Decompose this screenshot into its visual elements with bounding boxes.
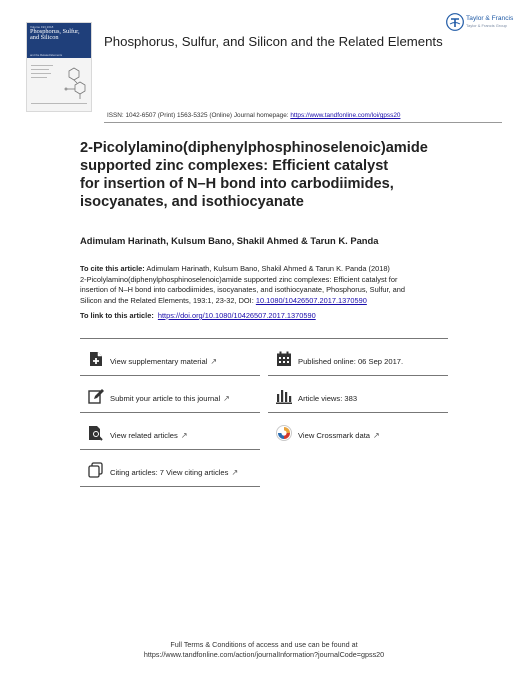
issn-text: ISSN: 1042-6507 (Print) 1563-5325 (Online) Journal homepage: xyxy=(107,112,289,119)
external-link-icon: ↗ xyxy=(180,431,188,440)
cover-text-line xyxy=(31,65,53,66)
footer xyxy=(0,640,528,660)
article-views-label: Article views: 383 xyxy=(298,394,358,403)
action-label xyxy=(110,357,217,366)
external-link-icon: ↗ xyxy=(231,468,239,477)
action-label xyxy=(298,431,380,440)
doi-link[interactable]: 10.1080/10426507.2017.1370590 xyxy=(255,295,367,305)
citation-line xyxy=(80,296,460,307)
cover-text-line xyxy=(31,103,87,104)
crossmark-label: View Crossmark data xyxy=(298,431,371,440)
publisher-logo[interactable] xyxy=(446,13,516,33)
external-link-icon: ↗ xyxy=(223,394,230,403)
header-divider xyxy=(104,122,502,123)
citation-line: insertion of N–H bond into carbodiimides, isocyanates, and isothiocyanate, Phosphorus, Sulfur, and xyxy=(80,285,405,295)
journal-cover-image[interactable] xyxy=(26,22,92,112)
link-to-article xyxy=(80,311,316,320)
footer-terms-link[interactable]: https://www.tandfonline.com/action/journalInformation?journalCode=gpss20 xyxy=(143,650,385,659)
citing-articles-link[interactable] xyxy=(80,450,260,487)
citation-block xyxy=(80,264,460,306)
related-articles-label: View related articles xyxy=(110,431,178,440)
citing-articles-label: Citing articles: 7 View citing articles xyxy=(110,468,229,477)
cover-volume-text: Volume 193 2018 xyxy=(30,25,54,29)
bar-chart-icon xyxy=(276,388,292,404)
citation-line xyxy=(80,264,460,275)
citation-text: Adimulam Harinath, Kulsum Bano, Shakil Ahmed & Tarun K. Panda (2018) xyxy=(146,264,390,273)
published-online-info xyxy=(268,339,448,376)
article-title xyxy=(80,139,460,211)
related-articles-link[interactable] xyxy=(80,413,260,450)
supplementary-document-icon xyxy=(88,351,104,367)
external-link-icon: ↗ xyxy=(373,431,380,440)
citation-text: Silicon and the Related Elements, 193:1, 23-32, DOI: xyxy=(80,295,254,305)
footer-terms-text: Full Terms & Conditions of access and use can be found at xyxy=(170,640,358,649)
article-title-line: for insertion of N–H bond into carbodiimides, xyxy=(80,176,394,192)
related-articles-search-icon xyxy=(88,425,104,441)
article-authors: Adimulam Harinath, Kulsum Bano, Shakil Ahmed & Tarun K. Panda xyxy=(80,235,379,246)
article-views-info xyxy=(268,376,448,413)
submit-edit-icon xyxy=(88,388,104,404)
journal-name: Phosphorus, Sulfur, and Silicon and the Related Elements xyxy=(104,34,443,49)
cover-text-line xyxy=(31,69,49,70)
action-label xyxy=(110,394,230,403)
cover-text-line xyxy=(31,73,51,74)
action-label xyxy=(110,431,188,440)
submit-article-label: Submit your article to this journal xyxy=(110,394,221,403)
crossmark-link[interactable] xyxy=(268,413,448,450)
citation-label: To cite this article: xyxy=(80,264,145,273)
taylor-francis-logo-icon xyxy=(446,13,464,31)
article-title-line: supported zinc complexes: Efficient catalyst xyxy=(80,158,389,174)
submit-article-link[interactable] xyxy=(80,376,260,413)
cover-text-line xyxy=(31,77,47,78)
article-doi-link[interactable]: https://doi.org/10.1080/10426507.2017.1370590 xyxy=(157,311,316,320)
citation-line: 2-Picolylamino(diphenylphosphinoselenoic)amide supported zinc complexes: Efficient catalyst for xyxy=(80,274,398,284)
cover-title: Phosphorus, Sulfur, and Silicon xyxy=(30,28,80,42)
publisher-name: Taylor & Francis xyxy=(466,15,514,22)
supplementary-material-label: View supplementary material xyxy=(110,357,208,366)
cover-subtitle: and the Related Elements xyxy=(30,53,63,57)
external-link-icon: ↗ xyxy=(210,357,218,366)
issn-line xyxy=(107,112,400,119)
crossmark-icon xyxy=(276,425,292,441)
article-title-line: isocyanates, and isothiocyanate xyxy=(80,194,304,210)
cell-divider xyxy=(80,486,260,487)
molecule-illustration-icon xyxy=(63,67,89,101)
citing-articles-icon xyxy=(88,462,104,478)
link-to-label: To link to this article: xyxy=(80,311,154,320)
action-label xyxy=(110,468,238,477)
published-online-label: Published online: 06 Sep 2017. xyxy=(298,357,404,366)
journal-header xyxy=(0,0,528,122)
journal-homepage-link[interactable]: https://www.tandfonline.com/loi/gpss20 xyxy=(290,112,401,119)
supplementary-material-link[interactable] xyxy=(80,339,260,376)
calendar-icon xyxy=(276,351,292,367)
publisher-group: Taylor & Francis Group xyxy=(466,23,507,28)
article-title-line: 2-Picolylamino(diphenylphosphinoselenoic)amide xyxy=(80,140,428,156)
